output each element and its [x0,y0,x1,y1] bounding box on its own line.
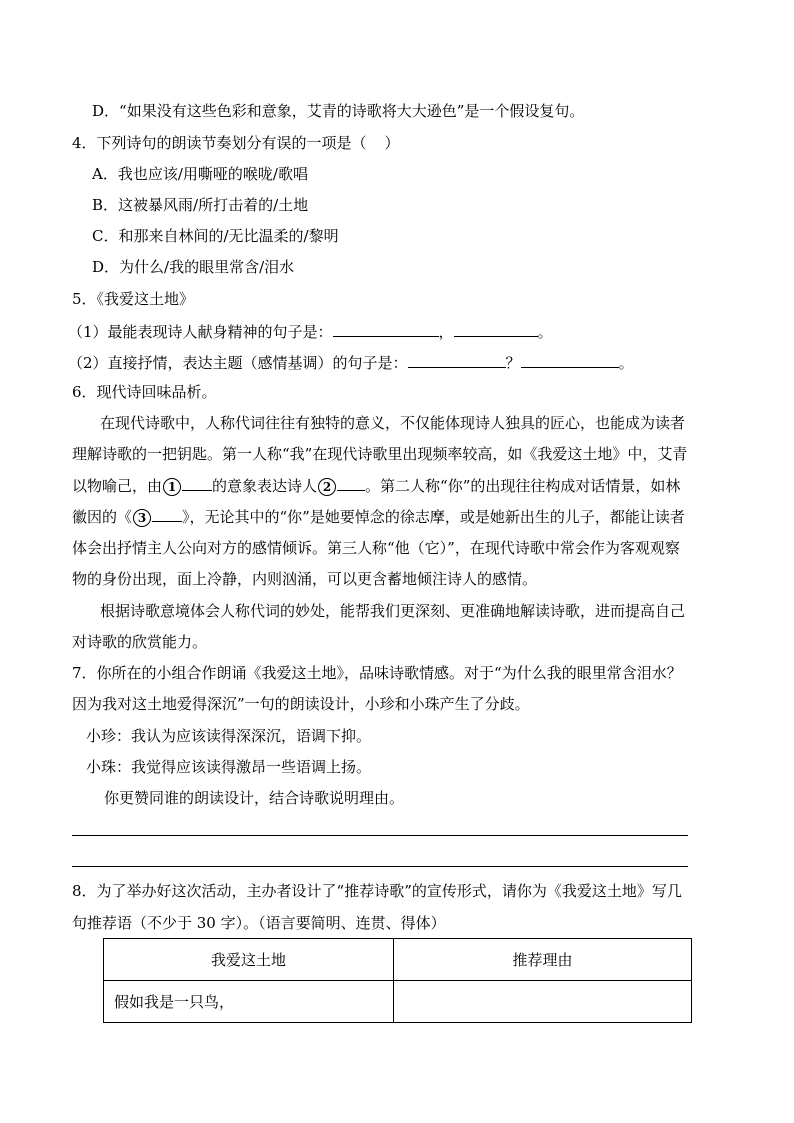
q6-p1-line6: 物的身份出现，面上冷静，内则汹涌，可以更含蓄地倾注诗人的感情。 [72,570,538,588]
q7-zhen: 小珍：我认为应该读得深深沉，语调下抑。 [86,727,372,745]
q7-answer-line-1[interactable] [72,835,688,836]
q4-option-a[interactable]: A．我也应该/用嘶哑的喉咙/歌唱 [92,165,308,183]
q4-stem-close: ） [384,134,400,152]
q7-line2: 因为我对这土地爱得深沉”一句的朗读设计，小珍和小珠产生了分歧。 [72,695,530,713]
q6-blank-3[interactable] [152,507,182,522]
q6-p1-line3-c: 。第二人称“你”的出现往往构成对话情景，如林 [365,477,681,495]
q5-sub1-blank-1[interactable] [333,322,439,337]
q5-sub1-end: 。 [537,323,553,341]
q6-p1-line3-b: 的意象表达诗人 [212,477,318,495]
table-cell-poem-line: 假如我是一只鸟， [104,981,394,1023]
q8-line1: 8．为了举办好这次活动，主办者设计了“推荐诗歌”的宣传形式，请你为《我爱这土地》写几 [72,882,682,900]
q5-sub2-end: 。 [618,354,634,372]
q6-mark-2: 2 [318,478,336,496]
q6-mark-1: 1 [163,478,181,496]
q5-sub1-label: （1）最能表现诗人献身精神的句子是： [68,323,333,341]
table-cell-reason-input[interactable] [394,981,692,1023]
q7-ask: 你更赞同谁的朗读设计，结合诗歌说明理由。 [104,789,405,807]
q6-title: 6．现代诗回味品析。 [72,383,217,401]
q6-p1-line5: 体会出抒情主人公向对方的感情倾诉。第三人称“他（它）”，在现代诗歌中常会作为客观观察 [72,539,680,557]
q8-line2: 句推荐语（不少于 30 字）。（语言要简明、连贯、得体） [72,914,446,932]
q6-blank-1[interactable] [182,476,212,491]
q5-title: 5．《我爱这土地》 [72,290,195,308]
q7-zhu: 小珠：我觉得应该读得激昂一些语调上扬。 [86,758,372,776]
table-row [104,981,692,1023]
q5-sub1-blank-2[interactable] [454,322,538,337]
q5-sub2-label: （2）直接抒情，表达主题（感情基调）的句子是： [68,354,408,372]
q6-p1-line3 [72,476,680,496]
q5-sub2-sep: ？ [505,354,521,372]
q6-p1-line3-a: 以物喻己，由 [72,477,163,495]
q5-sub2-blank-2[interactable] [521,353,619,368]
q5-sub2 [68,353,634,373]
q6-p2-line2: 对诗歌的欣赏能力。 [72,633,208,651]
recommendation-table [103,938,692,1023]
q6-p1-line4 [72,507,685,527]
q6-blank-2[interactable] [337,476,365,491]
q6-p2-line1: 根据诗歌意境体会人称代词的妙处，能帮我们更深刻、更准确地解读诗歌，进而提高自己 [100,602,686,620]
q5-sub1 [68,322,553,342]
q5-sub2-blank-1[interactable] [408,353,506,368]
q4-stem [72,133,400,153]
q6-p1-line4-b: 》，无论其中的“你”是她要悼念的徐志摩，或是她新出生的儿子，都能让读者 [182,508,685,526]
q3-option-d: D．“如果没有这些色彩和意象，艾青的诗歌将大大逊色”是一个假设复句。 [92,102,585,120]
q4-stem-text: 4．下列诗句的朗读节奏划分有误的一项是（ [72,134,367,152]
table-header-poem: 我爱这土地 [104,939,394,981]
q6-mark-3: 3 [133,509,151,527]
q7-answer-line-2[interactable] [72,866,688,867]
q4-option-c[interactable]: C．和那来自林间的/无比温柔的/黎明 [92,227,339,245]
q6-p1-line4-a: 徽因的《 [72,508,133,526]
q4-option-b[interactable]: B．这被暴风雨/所打击着的/土地 [92,196,309,214]
table-header-reason: 推荐理由 [394,939,692,981]
table-header-row [104,939,692,981]
q6-p1-line2: 理解诗歌的一把钥匙。第一人称“我”在现代诗歌里出现频率较高，如《我爱这土地》中，艾青 [72,445,688,463]
q6-p1-line1: 在现代诗歌中，人称代词往往有独特的意义，不仅能体现诗人独具的匠心，也能成为读者 [100,414,686,432]
q7-line1: 7．你所在的小组合作朗诵《我爱这土地》，品味诗歌情感。对于“为什么我的眼里常含泪水？ [72,664,682,682]
q5-sub1-sep: ， [438,323,454,341]
q4-option-d[interactable]: D．为什么/我的眼里常含/泪水 [92,258,295,276]
